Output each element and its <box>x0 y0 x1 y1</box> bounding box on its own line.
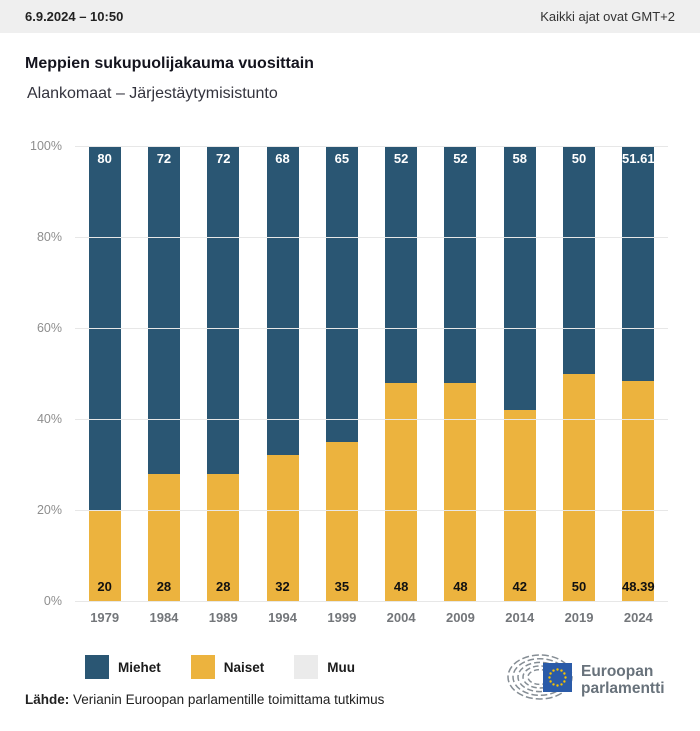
bar-segment-miehet[interactable] <box>385 146 417 383</box>
y-tick-label: 40% <box>36 412 62 426</box>
chart-legend <box>85 655 384 679</box>
legend-swatch <box>294 655 318 679</box>
european-parliament-logo-svg <box>506 651 678 707</box>
source-note <box>25 692 384 707</box>
x-tick-label: 2024 <box>623 610 653 625</box>
bar-value-label: 72 <box>216 151 231 166</box>
top-bar <box>0 0 700 33</box>
datetime-label: 6.9.2024 – 10:50 <box>25 9 124 24</box>
bar-segment-naiset[interactable] <box>148 474 180 601</box>
y-tick-label: 0% <box>43 594 62 608</box>
bar-segment-naiset[interactable] <box>622 381 654 601</box>
bar-segment-naiset[interactable] <box>504 410 536 601</box>
y-tick-label: 60% <box>36 321 62 335</box>
y-axis <box>0 139 66 608</box>
bar-segment-naiset[interactable] <box>326 442 358 601</box>
y-tick-label: 100% <box>30 139 62 153</box>
legend-swatch <box>191 655 215 679</box>
bar-segment-naiset[interactable] <box>89 510 121 601</box>
plot-area <box>30 139 668 608</box>
legend-swatch <box>85 655 109 679</box>
european-parliament-logo <box>506 651 678 712</box>
bar-value-label: 48 <box>453 578 468 594</box>
bar-group-2014 <box>490 146 549 601</box>
page-title: Meppien sukupuolijakauma vuosittain <box>25 55 314 72</box>
bar-value-label: 28 <box>216 578 231 594</box>
bar-group-1984 <box>134 146 193 601</box>
bar-segment-miehet[interactable] <box>622 146 654 381</box>
stacked-bar <box>207 146 239 601</box>
bar-segment-miehet[interactable] <box>148 146 180 474</box>
bar-value-label: 80 <box>97 151 112 166</box>
bar-value-label: 52 <box>393 151 409 166</box>
bar-segment-miehet[interactable] <box>563 146 595 374</box>
timezone-note: Kaikki ajat ovat GMT+2 <box>540 9 675 24</box>
stacked-bar <box>444 146 476 601</box>
legend-item-miehet[interactable] <box>85 655 161 679</box>
x-axis <box>75 601 668 625</box>
gridline <box>75 146 668 147</box>
legend-label: Muu <box>327 659 356 675</box>
legend-and-source <box>25 651 384 707</box>
bar-segment-miehet[interactable] <box>444 146 476 383</box>
bar-value-label: 48 <box>393 578 409 594</box>
y-tick-label: 80% <box>36 230 62 244</box>
x-tick-label: 1984 <box>149 610 179 625</box>
x-tick-label: 1989 <box>208 610 238 625</box>
bar-group-2024 <box>609 146 668 601</box>
logo-text-line1: Euroopan <box>581 663 654 680</box>
x-tick-label: 2004 <box>386 610 416 625</box>
stacked-bar <box>148 146 180 601</box>
bar-value-label: 52 <box>453 151 468 166</box>
bar-segment-naiset[interactable] <box>444 383 476 601</box>
bar-segment-naiset[interactable] <box>563 374 595 602</box>
stacked-bar <box>89 146 121 601</box>
bar-group-1979 <box>75 146 134 601</box>
stacked-bar <box>326 146 358 601</box>
bar-group-2004 <box>371 146 430 601</box>
bar-segment-miehet[interactable] <box>504 146 536 410</box>
bar-value-label: 72 <box>156 151 172 166</box>
bar-value-label: 35 <box>334 579 350 594</box>
gender-distribution-chart <box>0 139 700 625</box>
logo-text-line2: parlamentti <box>581 680 665 697</box>
bottom-area <box>0 651 700 712</box>
legend-item-naiset[interactable] <box>191 655 265 679</box>
x-tick-label: 2009 <box>445 610 475 625</box>
page-subtitle: Alankomaat – Järjestäytymisistunto <box>27 85 278 102</box>
bar-segment-naiset[interactable] <box>385 383 417 601</box>
bar-value-label: 32 <box>275 578 290 594</box>
bar-value-label: 50 <box>571 579 587 594</box>
bar-value-label: 65 <box>334 151 350 166</box>
x-tick-label: 2014 <box>505 610 535 625</box>
bar-segment-naiset[interactable] <box>207 474 239 601</box>
bar-value-label: 42 <box>512 578 527 594</box>
bar-group-1989 <box>194 146 253 601</box>
x-tick-label: 1999 <box>327 610 357 625</box>
stacked-bar <box>504 146 536 601</box>
eu-flag <box>543 663 572 692</box>
stacked-bar <box>385 146 417 601</box>
bar-value-label: 58 <box>512 151 527 166</box>
stacked-bar <box>622 146 654 601</box>
gridline <box>75 237 668 238</box>
x-tick-label: 1979 <box>90 610 120 625</box>
legend-label: Naiset <box>223 659 265 675</box>
bar-value-label: 48.39 <box>622 578 655 594</box>
gridline <box>75 419 668 420</box>
bar-group-2019 <box>549 146 608 601</box>
bar-value-label: 20 <box>97 579 112 594</box>
source-label: Lähde: <box>25 692 70 707</box>
bar-value-label: 51.61 <box>622 151 655 166</box>
bar-segment-miehet[interactable] <box>326 146 358 442</box>
gridline <box>75 601 668 602</box>
gridline <box>75 328 668 329</box>
bar-segment-miehet[interactable] <box>207 146 239 474</box>
bars-container <box>75 146 668 601</box>
bar-value-label: 68 <box>275 151 290 166</box>
gridline <box>75 510 668 511</box>
bar-value-label: 50 <box>571 151 587 166</box>
bar-segment-naiset[interactable] <box>267 455 299 601</box>
bar-segment-miehet[interactable] <box>267 146 299 455</box>
bar-group-1999 <box>312 146 371 601</box>
y-tick-label: 20% <box>36 503 62 517</box>
x-tick-label: 2019 <box>564 610 594 625</box>
legend-item-muu[interactable] <box>294 655 355 679</box>
stacked-bar <box>267 146 299 601</box>
bar-value-label: 28 <box>156 578 172 594</box>
title-block <box>0 55 700 103</box>
source-text: Verianin Euroopan parlamentille toimittama tutkimus <box>73 692 385 707</box>
x-tick-label: 1994 <box>268 610 297 625</box>
bar-group-2009 <box>431 146 490 601</box>
stacked-bar <box>563 146 595 601</box>
legend-label: Miehet <box>118 659 161 675</box>
bar-group-1994 <box>253 146 312 601</box>
